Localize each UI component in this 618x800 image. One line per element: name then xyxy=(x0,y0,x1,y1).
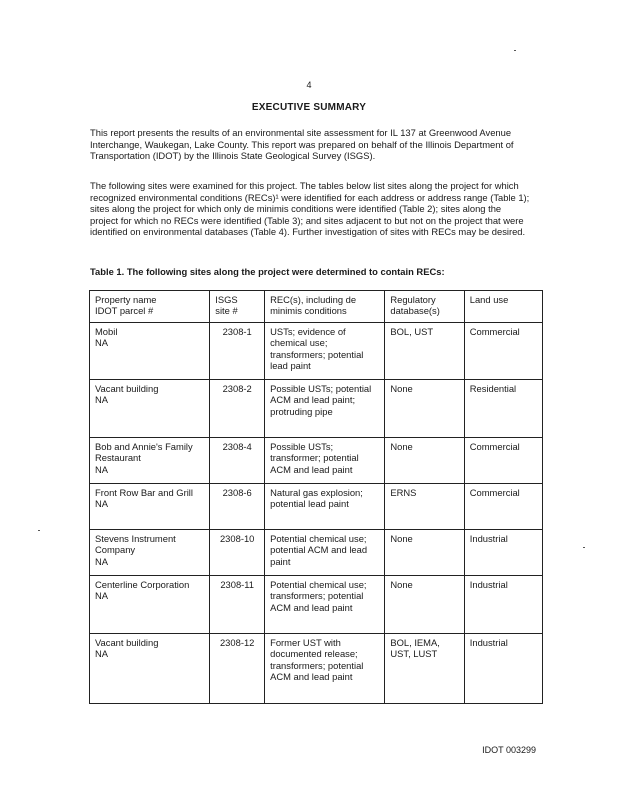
database-cell: BOL, IEMA, UST, LUST xyxy=(385,633,464,703)
page-number: 4 xyxy=(306,80,312,90)
property-cell: Mobil NA xyxy=(90,322,210,379)
recs-cell: Natural gas explosion; potential lead paint xyxy=(265,483,385,529)
database-cell: None xyxy=(385,529,464,575)
site-number-cell: 2308-10 xyxy=(210,529,265,575)
table-row xyxy=(90,529,543,575)
site-number-cell: 2308-12 xyxy=(210,633,265,703)
site-number-cell: 2308-4 xyxy=(210,437,265,483)
database-cell: None xyxy=(385,575,464,633)
database-cell: BOL, UST xyxy=(385,322,464,379)
table-row xyxy=(90,322,543,379)
land-use-cell: Commercial xyxy=(464,483,542,529)
table-row xyxy=(90,379,543,437)
database-cell: None xyxy=(385,437,464,483)
recs-cell: Possible USTs; potential ACM and lead paint; protruding pipe xyxy=(265,379,385,437)
property-cell: Vacant building NA xyxy=(90,633,210,703)
property-cell: Front Row Bar and Grill NA xyxy=(90,483,210,529)
site-number-cell: 2308-11 xyxy=(210,575,265,633)
document-id-footer: IDOT 003299 xyxy=(482,745,536,755)
land-use-cell: Commercial xyxy=(464,437,542,483)
scan-speck xyxy=(583,547,585,548)
header-isgs-site: ISGS site # xyxy=(210,291,265,323)
land-use-cell: Commercial xyxy=(464,322,542,379)
page-title: EXECUTIVE SUMMARY xyxy=(251,102,367,113)
table-header-row xyxy=(90,291,543,323)
site-number-cell: 2308-2 xyxy=(210,379,265,437)
recs-cell: USTs; evidence of chemical use; transformers; potential lead paint xyxy=(265,322,385,379)
scan-speck xyxy=(514,50,516,51)
property-cell: Stevens Instrument Company NA xyxy=(90,529,210,575)
scan-speck xyxy=(38,530,40,531)
header-regulatory-db: Regulatory database(s) xyxy=(385,291,464,323)
land-use-cell: Industrial xyxy=(464,529,542,575)
site-number-cell: 2308-1 xyxy=(210,322,265,379)
header-recs: REC(s), including de minimis conditions xyxy=(265,291,385,323)
recs-cell: Possible USTs; transformer; potential ACM and lead paint xyxy=(265,437,385,483)
table-row xyxy=(90,437,543,483)
sites-paragraph: The following sites were examined for this project. The tables below list sites along the project for which recognized environmental conditions (RECs)¹ were identified for each address or address range (Table 1); sites along the project for which only de minimis conditions were identified (Table 2); sites along the project for which no RECs were identified (Table 3); and sites adjacent to but not on the project that were identified on environmental databases (Table 4). Further investigation of sites with RECs may be desired. xyxy=(90,180,530,238)
recs-cell: Potential chemical use; potential ACM and lead paint xyxy=(265,529,385,575)
site-number-cell: 2308-6 xyxy=(210,483,265,529)
rec-sites-table xyxy=(89,290,543,704)
header-land-use: Land use xyxy=(464,291,542,323)
recs-cell: Former UST with documented release; transformers; potential ACM and lead paint xyxy=(265,633,385,703)
property-cell: Bob and Annie's Family Restaurant NA xyxy=(90,437,210,483)
table-caption: Table 1. The following sites along the project were determined to contain RECs: xyxy=(90,266,445,277)
recs-cell: Potential chemical use; transformers; potential ACM and lead paint xyxy=(265,575,385,633)
land-use-cell: Industrial xyxy=(464,575,542,633)
table-row xyxy=(90,633,543,703)
property-cell: Vacant building NA xyxy=(90,379,210,437)
land-use-cell: Industrial xyxy=(464,633,542,703)
property-cell: Centerline Corporation NA xyxy=(90,575,210,633)
table-row xyxy=(90,575,543,633)
intro-paragraph: This report presents the results of an environmental site assessment for IL 137 at Greenwood Avenue Interchange, Waukegan, Lake County. This report was prepared on behalf of the Illinois Department of Transportation (IDOT) by the Illinois State Geological Survey (ISGS). xyxy=(90,127,514,162)
table-row xyxy=(90,483,543,529)
land-use-cell: Residential xyxy=(464,379,542,437)
database-cell: ERNS xyxy=(385,483,464,529)
header-property: Property name IDOT parcel # xyxy=(90,291,210,323)
database-cell: None xyxy=(385,379,464,437)
